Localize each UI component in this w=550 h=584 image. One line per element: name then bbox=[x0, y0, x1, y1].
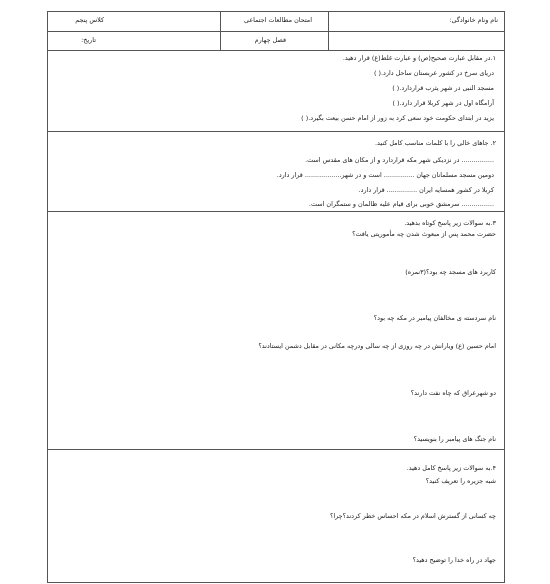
long-answer-question: چه کسانی از گسترش اسلام در مکه احساس خطر کردند؟چرا؟ bbox=[329, 512, 496, 520]
section-true-false bbox=[48, 50, 504, 132]
exam-title: امتحان مطالعات اجتماعی bbox=[244, 16, 312, 24]
fill-blank-item: ................ سرمشق خوبی برای قیام علیه ظالمان و ستمگران است. bbox=[308, 200, 494, 208]
true-false-item: آرامگاه اول در شهر کربلا قرار دارد.( ) bbox=[392, 99, 494, 107]
short-answer-question: دو شهرعراق که چاه نفت دارند؟ bbox=[410, 389, 496, 397]
student-name-label: نام ونام خانوادگی: bbox=[449, 16, 498, 24]
short-answer-question: نام جنگ های پیامبر را بنویسید؟ bbox=[413, 435, 496, 443]
section-long-answer bbox=[48, 450, 504, 584]
grade-label: کلاس پنجم bbox=[75, 16, 104, 24]
long-answer-question: شبه جزیره را تعریف کنید؟ bbox=[425, 477, 496, 485]
chapter-label: فصل چهارم bbox=[254, 36, 286, 44]
section-instruction: ۲. جاهای خالی را با کلمات مناسب کامل کنید. bbox=[375, 139, 496, 147]
header-table bbox=[48, 12, 504, 51]
true-false-item: مسجد النبی در شهر یثرب قراردارد.( ) bbox=[392, 84, 494, 92]
fill-blank-item: دومین مسجد مسلمانان جهان ............... است و در شهر.................. قرار دارد. bbox=[276, 171, 494, 179]
fill-blank-item: ................ در نزدیکی شهر مکه قراردارد و از مکان های مقدس است. bbox=[305, 156, 494, 164]
section-fill-blank bbox=[48, 132, 504, 212]
section-instruction: ۱.در مقابل عبارت صحیح(ص) و عبارت غلط(غ) قرار دهید. bbox=[342, 54, 496, 62]
short-answer-question: کاربرد های مسجد چه بود؟(۳نمره) bbox=[405, 268, 496, 276]
date-label: تاریخ: bbox=[81, 36, 96, 44]
section-instruction: ۳.به سوالات زیر پاسخ کوتاه بدهید. bbox=[404, 219, 496, 227]
section-instruction: ۴.به سوالات زیر پاسخ کامل دهید. bbox=[406, 464, 496, 472]
fill-blank-item: کربلا در کشور همسایه ایران ............... قرار دارد. bbox=[358, 186, 494, 194]
long-answer-question: جهاد در راه خدا را توضیح دهید؟ bbox=[412, 556, 496, 564]
true-false-item: یزید در ابتدای حکومت خود سعی کرد به زور از امام حسن بیعت بگیرد.( ) bbox=[301, 114, 494, 122]
short-answer-question: نام سردسته ی مخالفان پیامبر در مکه چه بود؟ bbox=[373, 314, 496, 322]
exam-sheet bbox=[47, 11, 505, 583]
true-false-item: دریای سرخ در کشور عربستان ساحل دارد.( ) bbox=[374, 69, 494, 77]
short-answer-question: حضرت محمد پس از مبعوث شدن چه مأموریتی یافت؟ bbox=[352, 230, 496, 238]
header-row-divider bbox=[48, 31, 504, 32]
short-answer-question: امام حسین (ع) ویارانش در چه روزی از چه سالی ودرچه مکانی در مقابل دشمن ایستادند؟ bbox=[258, 342, 496, 350]
section-short-answer bbox=[48, 212, 504, 450]
